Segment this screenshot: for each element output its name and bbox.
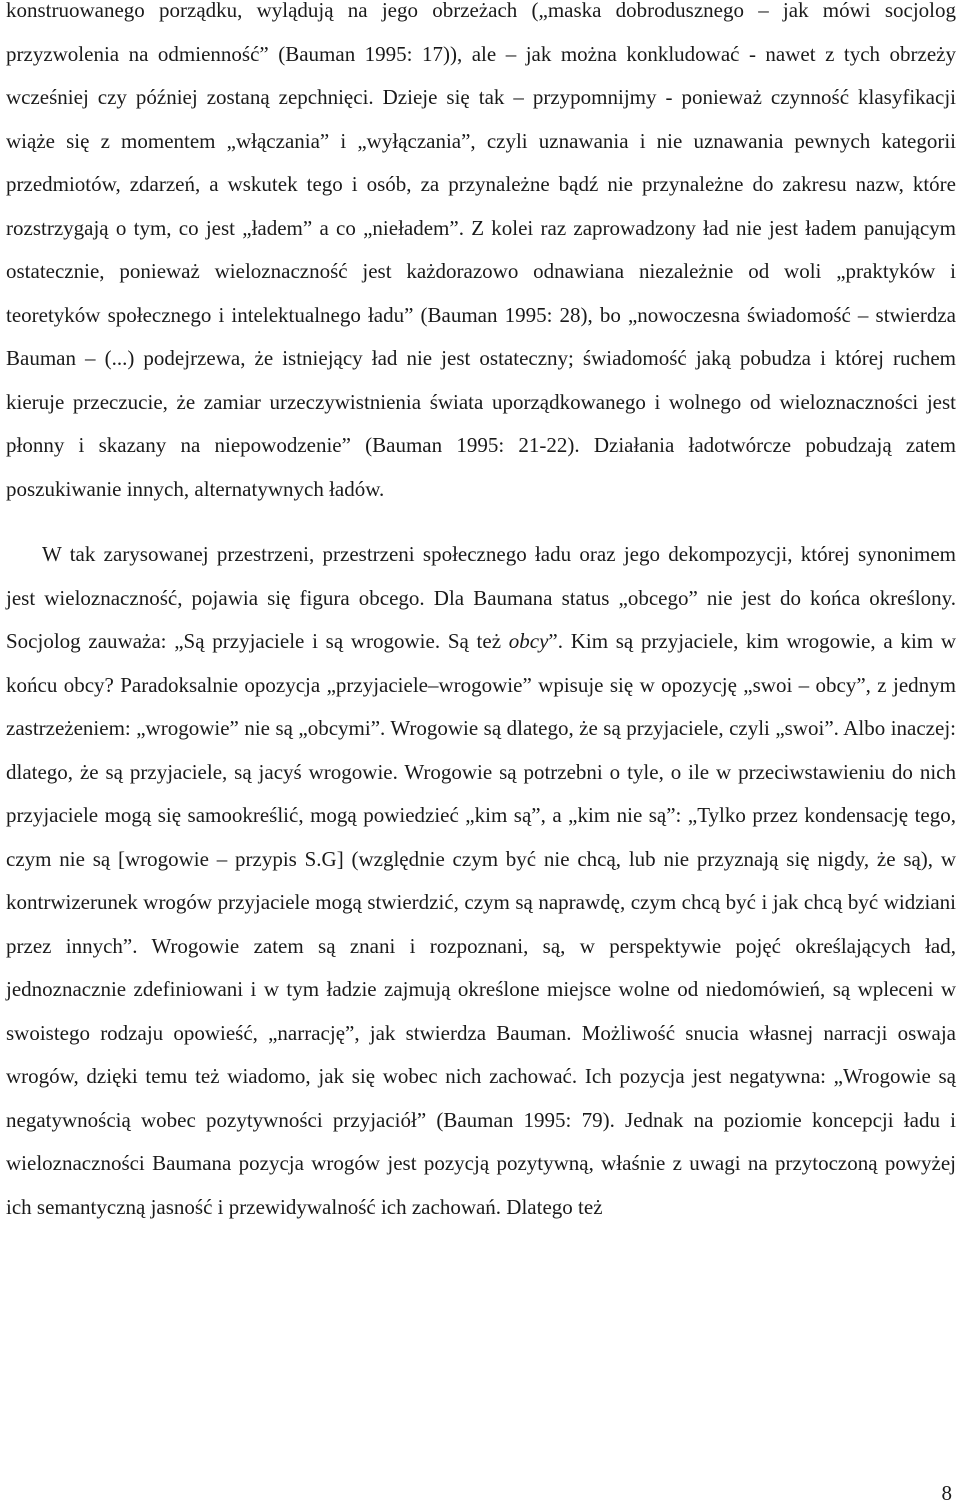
paragraph (6, 533, 956, 1229)
page-number: 8 (941, 1481, 952, 1505)
paragraph-text: W tak zarysowanej przestrzeni, przestrzeni społecznego ładu oraz jego dekompozycji, której synonimem jest wieloznaczność, pojawia się figura obcego. Dla Baumana status „obcego” nie jest do końca określony. Socjolog zauważa: „Są przyjaciele i są wrogowie. Są też (6, 542, 956, 653)
paragraph: konstruowanego porządku, wylądują na jego obrzeżach („maska dobrodusznego – jak mówi socjolog przyzwolenia na odmienność” (Bauman 1995: 17)), ale – jak można konkludować - nawet z tych obrzeży wcześniej czy później zostaną zepchnięci. Dzieje się tak – przypomnijmy - ponieważ czynność klasyfikacji wiąże się z momentem „włączania” i „wyłączania”, czyli uznawania i nie uznawania pewnych kategorii przedmiotów, zdarzeń, a wskutek tego i osób, za przynależne bądź nie przynależne do zakresu nazw, które rozstrzygają o tym, co jest „ładem” a co „nieładem”. Z kolei raz zaprowadzony ład nie jest ładem panującym ostatecznie, ponieważ wieloznaczność jest każdorazowo odnawiana niezależnie od woli „praktyków i teoretyków społecznego i intelektualnego ładu” (Bauman 1995: 28), bo „nowoczesna świadomość – stwierdza Bauman – (...) podejrzewa, że istniejący ład nie jest ostateczny; świadomość jaką pobudza i której ruchem kieruje przeczucie, że zamiar urzeczywistnienia świata uporządkowanego i wolnego od wieloznaczności jest płonny i skazany na niepowodzenie” (Bauman 1995: 21-22). Działania ładotwórcze pobudzają zatem poszukiwanie innych, alternatywnych ładów. (6, 0, 956, 501)
paragraph-text: ”. Kim są przyjaciele, kim wrogowie, a kim w końcu obcy? Paradoksalnie opozycja „przyjaciele–wrogowie” wpisuje się w opozycję „swoi – obcy”, z jednym zastrzeżeniem: „wrogowie” nie są „obcymi”. Wrogowie są dlatego, że są przyjaciele, czyli „swoi”. Albo inaczej: dlatego, że są przyjaciele, są jacyś wrogowie. Wrogowie są potrzebni o tyle, o ile w przeciwstawieniu do nich przyjaciele mogą się samookreślić, mogą powiedzieć „kim są”, a „kim nie są”: „Tylko przez kondensację tego, czym nie są [wrogowie – przypis S.G] (względnie czym być nie chcą, lub nie przyznają się nigdy, że są), w kontrwizerunek wrogów przyjaciele mogą stwierdzić, czym są naprawdę, czym chcą być i jak chcą być widziani przez innych”. Wrogowie zatem są znani i rozpoznani, są, w perspektywie pojęć określających ład, jednoznacznie zdefiniowani i w tym ładzie zajmują określone miejsce wolne od niedomówień, są wpleceni w swoistego rodzaju opowieść, „narrację”, jak stwierdza Bauman. Możliwość snucia własnej narracji oswaja wrogów, dzięki temu też wiadomo, jak się wobec nich zachować. Ich pozycja jest negatywna: „Wrogowie są negatywnością wobec pozytywności przyjaciół” (Bauman 1995: 79). Jednak na poziomie koncepcji ładu i wieloznaczności Baumana pozycja wrogów jest pozycją pozytywną, właśnie z uwagi na przytoczoną powyżej ich semantyczną jasność i przewidywalność ich zachowań. Dlatego też (6, 629, 956, 1219)
italic-term: obcy (508, 629, 549, 653)
